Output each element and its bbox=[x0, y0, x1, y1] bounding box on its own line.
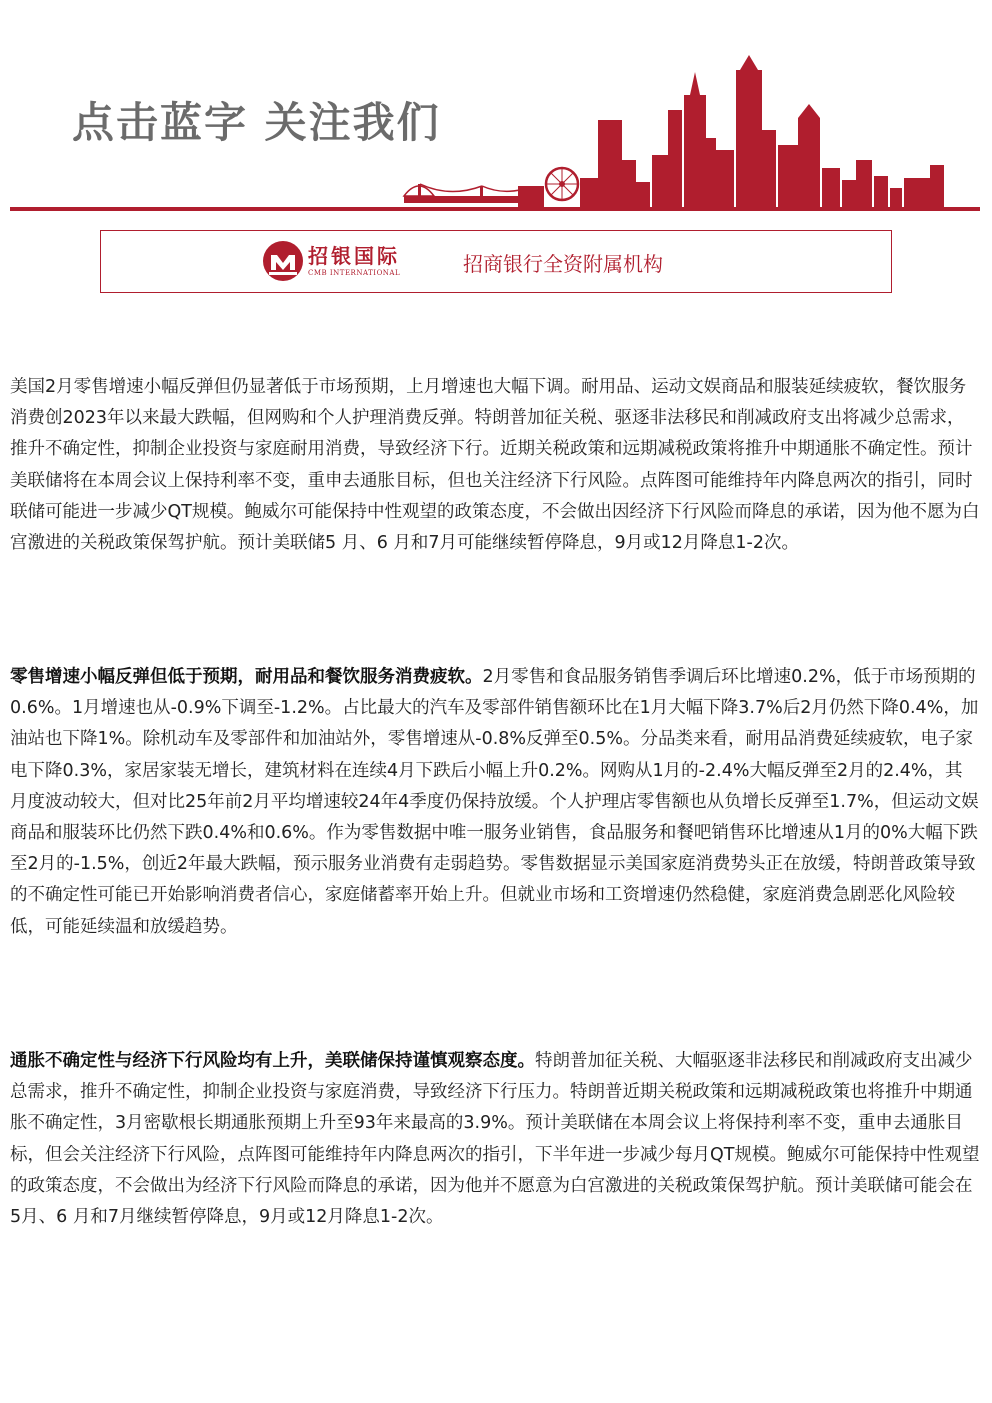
intro-paragraph bbox=[10, 372, 980, 559]
retail-section-paragraph bbox=[10, 662, 980, 943]
retail-section-body: 2月零售和食品服务销售季调后环比增速0.2%，低于市场预期的0.6%。1月增速也从-0.9%下调至-1.2%。占比最大的汽车及零部件销售额环比在1月大幅下降3.7%后2月仍然下降0.4%，加油站也下降1%。除机动车及零部件和加油站外，零售增速从-0.8%反弹至0.5%。分品类来看，耐用品消费延续疲软，电子家电下降0.3%，家居家装无增长，建筑材料在连续4月下跌后小幅上升0.2%。网购从1月的-2.4%大幅反弹至2月的2.4%，其月度波动较大，但对比25年前2月平均增速较24年4季度仍保持放缓。个人护理店零售额也从负增长反弹至1.7%，但运动文娱商品和服装环比仍然下跌0.4%和0.6%。作为零售数据中唯一服务业销售，食品服务和餐吧销售环比增速从1月的0%大幅下跌至2月的-1.5%，创近2年最大跌幅，预示服务业消费有走弱趋势。零售数据显示美国家庭消费势头正在放缓，特朗普政策导致的不确定性可能已开始影响消费者信心，家庭储蓄率开始上升。但就业市场和工资增速仍然稳健，家庭消费急剧恶化风险较低，可能延续温和放缓趋势。 bbox=[10, 667, 979, 937]
retail-section-heading: 零售增速小幅反弹但低于预期，耐用品和餐饮服务消费疲软。 bbox=[10, 667, 483, 687]
brand-name-cn: 招银国际 bbox=[308, 244, 400, 268]
brand-tagline: 招商银行全资附属机构 bbox=[463, 252, 663, 276]
header-title: 点击蓝字 关注我们 bbox=[72, 98, 441, 147]
cmb-logo-icon bbox=[261, 239, 305, 283]
page-header bbox=[0, 0, 992, 215]
brand-banner bbox=[100, 230, 892, 293]
inflation-section-paragraph bbox=[10, 1046, 980, 1233]
inflation-section-heading: 通胀不确定性与经济下行风险均有上升，美联储保持谨慎观察态度。 bbox=[10, 1051, 535, 1071]
inflation-section-body: 特朗普加征关税、大幅驱逐非法移民和削减政府支出减少总需求，推升不确定性，抑制企业投资与家庭消费，导致经济下行压力。特朗普近期关税政策和远期减税政策也将推升中期通胀不确定性，3月密歇根长期通胀预期上升至93年来最高的3.9%。预计美联储在本周会议上将保持利率不变，重申去通胀目标，但会关注经济下行风险，点阵图可能维持年内降息两次的指引，下半年进一步减少每月QT规模。鲍威尔可能保持中性观望的政策态度，不会做出为经济下行风险而降息的承诺，因为他并不愿意为白宫激进的关税政策保驾护航。预计美联储可能会在5月、6 月和7月继续暂停降息，9月或12月降息1-2次。 bbox=[10, 1051, 980, 1228]
intro-text: 美国2月零售增速小幅反弹但仍显著低于市场预期，上月增速也大幅下调。耐用品、运动文娱商品和服装延续疲软，餐饮服务消费创2023年以来最大跌幅，但网购和个人护理消费反弹。特朗普加征关税、驱逐非法移民和削减政府支出将减少总需求，推升不确定性，抑制企业投资与家庭耐用消费，导致经济下行。近期关税政策和远期减税政策将推升中期通胀不确定性。预计美联储将在本周会议上保持利率不变，重申去通胀目标，但也关注经济下行风险。点阵图可能维持年内降息两次的指引，同时联储可能进一步减少QT规模。鲍威尔可能保持中性观望的政策态度，不会做出因经济下行风险而降息的承诺，因为他不愿为白宫激进的关税政策保驾护航。预计美联储5 月、6 月和7月可能继续暂停降息，9月或12月降息1-2次。 bbox=[10, 377, 980, 554]
brand-name-en: CMB INTERNATIONAL bbox=[308, 269, 401, 277]
